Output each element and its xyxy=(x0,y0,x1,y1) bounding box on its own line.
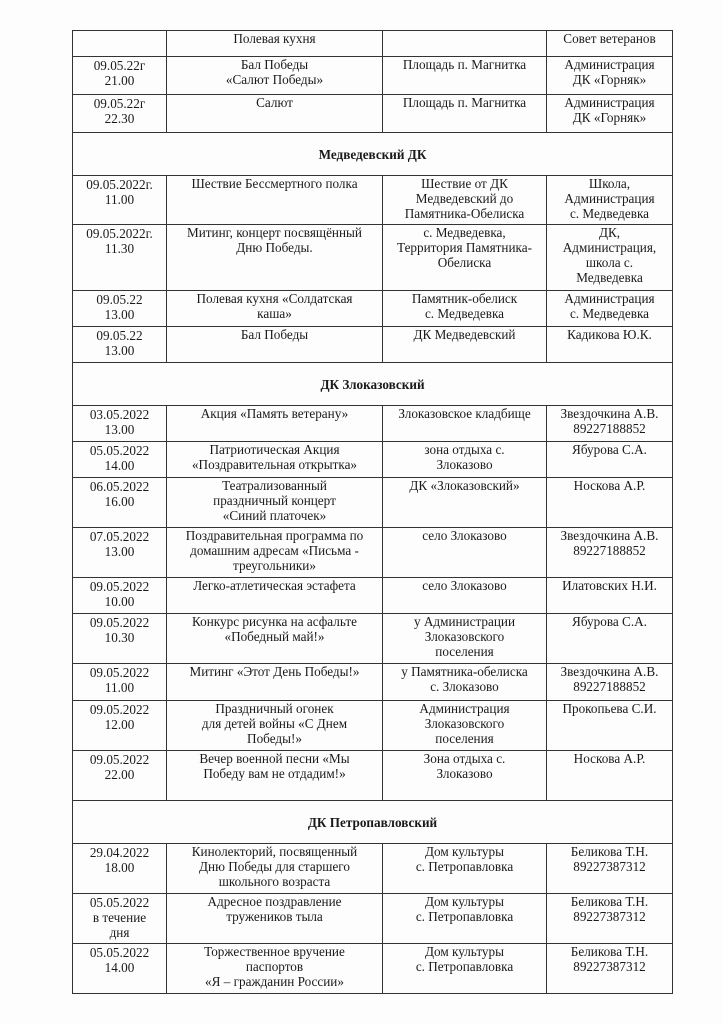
responsible-cell xyxy=(547,225,673,291)
cell-text-line: Поздравительная программа по xyxy=(185,528,364,543)
responsible-cell: Кадикова Ю.К. xyxy=(547,327,673,363)
place-cell: Площадь п. Магнитка xyxy=(383,95,547,133)
cell-text-line: дня xyxy=(109,925,130,940)
date-cell xyxy=(73,442,167,478)
responsible-cell: Ябурова С.А. xyxy=(547,442,673,478)
event-cell xyxy=(167,478,383,528)
cell-text-line: Обелиска xyxy=(437,255,492,270)
cell-text-line: Территория Памятника- xyxy=(397,240,532,255)
cell-text-line: с. Петропавловка xyxy=(415,909,514,924)
cell-text-line: Медведевский до xyxy=(415,191,514,206)
section-header-row xyxy=(73,801,673,844)
section-title: ДК Злоказовский xyxy=(73,363,673,406)
cell-text-line: Полевая кухня «Солдатская xyxy=(196,291,353,306)
cell-text-line: Конкурс рисунка на асфальте xyxy=(192,614,357,629)
event-cell xyxy=(167,528,383,578)
event-cell xyxy=(167,751,383,801)
cell-text-line: 06.05.2022 xyxy=(89,479,150,494)
cell-text-line: Зона отдыха с. xyxy=(423,751,506,766)
cell-text-line: 29.04.2022 xyxy=(89,845,150,860)
events-table-body xyxy=(73,31,673,994)
cell-text-line: 05.05.2022 xyxy=(89,945,150,960)
place-cell xyxy=(383,894,547,944)
date-cell xyxy=(73,578,167,614)
table-row xyxy=(73,478,673,528)
date-cell xyxy=(73,31,167,57)
place-cell xyxy=(383,291,547,327)
cell-text-line: Беликова Т.Н. xyxy=(570,844,649,859)
event-cell xyxy=(167,225,383,291)
date-cell xyxy=(73,528,167,578)
place-cell xyxy=(383,225,547,291)
place-cell xyxy=(383,701,547,751)
cell-text-line: Дом культуры xyxy=(425,944,504,959)
cell-text-line: 22.00 xyxy=(104,767,135,782)
cell-text-line: Театрализованный xyxy=(222,478,327,493)
cell-text-line: 11.00 xyxy=(104,192,135,207)
cell-text-line: паспортов xyxy=(245,959,304,974)
cell-text-line: 09.05.2022 xyxy=(89,702,150,717)
cell-text-line: с. Медведевка xyxy=(424,306,505,321)
place-cell: ДК «Злоказовский» xyxy=(383,478,547,528)
cell-text-line: Медведевка xyxy=(576,270,643,285)
cell-text-line: Шествие от ДК xyxy=(421,176,508,191)
table-row xyxy=(73,614,673,664)
date-cell xyxy=(73,844,167,894)
cell-text-line: с. Петропавловка xyxy=(415,859,514,874)
date-cell xyxy=(73,664,167,701)
cell-text-line: праздничный концерт xyxy=(213,493,336,508)
responsible-cell xyxy=(547,844,673,894)
cell-text-line: 07.05.2022 xyxy=(89,529,150,544)
date-cell xyxy=(73,176,167,225)
date-cell xyxy=(73,478,167,528)
table-row xyxy=(73,225,673,291)
cell-text-line: 89227188852 xyxy=(573,679,646,694)
place-cell xyxy=(383,944,547,994)
place-cell xyxy=(383,844,547,894)
cell-text-line: у Памятника-обелиска xyxy=(401,664,528,679)
event-cell: Акция «Память ветерану» xyxy=(167,406,383,442)
date-cell xyxy=(73,944,167,994)
cell-text-line: 21.00 xyxy=(104,73,135,88)
cell-text-line: треугольники» xyxy=(233,558,316,573)
cell-text-line: Злоказовского xyxy=(424,629,505,644)
cell-text-line: Митинг, концерт посвящённый xyxy=(187,225,362,240)
section-title: Медведевский ДК xyxy=(73,133,673,176)
table-row xyxy=(73,894,673,944)
event-cell: Бал Победы xyxy=(167,327,383,363)
cell-text-line: 09.05.2022г. xyxy=(86,177,153,192)
cell-text-line: Адресное поздравление xyxy=(207,894,342,909)
cell-text-line: 10.00 xyxy=(104,594,135,609)
date-cell xyxy=(73,57,167,95)
cell-text-line: 09.05.2022 xyxy=(89,579,150,594)
cell-text-line: «Поздравительная открытка» xyxy=(191,457,358,472)
cell-text-line: Школа, xyxy=(588,176,631,191)
place-cell xyxy=(383,442,547,478)
cell-text-line: в течение xyxy=(92,910,147,925)
events-table xyxy=(72,30,673,994)
cell-text-line: 89227188852 xyxy=(573,543,646,558)
cell-text-line: ДК «Горняк» xyxy=(572,110,647,125)
cell-text-line: Торжественное вручение xyxy=(204,944,345,959)
cell-text-line: Дом культуры xyxy=(425,894,504,909)
cell-text-line: для детей войны «С Днем xyxy=(201,716,348,731)
cell-text-line: с. Злоказово xyxy=(430,679,499,694)
cell-text-line: Дню Победы для старшего xyxy=(199,859,350,874)
cell-text-line: Администрация xyxy=(564,291,655,306)
date-cell xyxy=(73,225,167,291)
place-cell: Площадь п. Магнитка xyxy=(383,57,547,95)
table-row xyxy=(73,176,673,225)
event-cell: Салют xyxy=(167,95,383,133)
event-cell xyxy=(167,57,383,95)
cell-text-line: Звездочкина А.В. xyxy=(560,664,659,679)
event-cell: Шествие Бессмертного полка xyxy=(167,176,383,225)
cell-text-line: Злоказовского xyxy=(424,716,505,731)
place-cell: село Злоказово xyxy=(383,578,547,614)
date-cell xyxy=(73,894,167,944)
place-cell xyxy=(383,176,547,225)
table-row xyxy=(73,95,673,133)
cell-text-line: 05.05.2022 xyxy=(89,443,150,458)
cell-text-line: Беликова Т.Н. xyxy=(570,894,649,909)
place-cell xyxy=(383,751,547,801)
responsible-cell xyxy=(547,894,673,944)
cell-text-line: 05.05.2022 xyxy=(89,895,150,910)
place-cell: ДК Медведевский xyxy=(383,327,547,363)
event-cell xyxy=(167,944,383,994)
cell-text-line: 89227188852 xyxy=(573,421,646,436)
event-cell: Полевая кухня xyxy=(167,31,383,57)
table-row xyxy=(73,578,673,614)
cell-text-line: Администрация, xyxy=(562,240,657,255)
cell-text-line: 89227387312 xyxy=(573,909,646,924)
cell-text-line: Памятник-обелиск xyxy=(411,291,518,306)
responsible-cell: Носкова А.Р. xyxy=(547,478,673,528)
cell-text-line: у Администрации xyxy=(413,614,516,629)
cell-text-line: Кинолекторий, посвященный xyxy=(191,844,358,859)
responsible-cell xyxy=(547,291,673,327)
cell-text-line: 18.00 xyxy=(104,860,135,875)
cell-text-line: Беликова Т.Н. xyxy=(570,944,649,959)
table-row xyxy=(73,57,673,95)
cell-text-line: 09.05.2022 xyxy=(89,615,150,630)
responsible-cell xyxy=(547,57,673,95)
responsible-cell xyxy=(547,528,673,578)
cell-text-line: 09.05.22 xyxy=(96,328,143,343)
responsible-cell xyxy=(547,406,673,442)
table-row xyxy=(73,944,673,994)
date-cell xyxy=(73,406,167,442)
cell-text-line: 09.05.22 xyxy=(96,292,143,307)
place-cell: Злоказовское кладбище xyxy=(383,406,547,442)
cell-text-line: Памятника-Обелиска xyxy=(404,206,525,221)
table-row xyxy=(73,442,673,478)
cell-text-line: школа с. xyxy=(585,255,634,270)
event-cell xyxy=(167,442,383,478)
place-cell xyxy=(383,614,547,664)
responsible-cell: Ябурова С.А. xyxy=(547,614,673,664)
section-title: ДК Петропавловский xyxy=(73,801,673,844)
responsible-cell xyxy=(547,944,673,994)
cell-text-line: «Синий платочек» xyxy=(222,508,327,523)
table-row xyxy=(73,701,673,751)
event-cell xyxy=(167,701,383,751)
table-row xyxy=(73,327,673,363)
cell-text-line: тружеников тыла xyxy=(226,909,323,924)
cell-text-line: зона отдыха с. xyxy=(424,442,505,457)
cell-text-line: Администрация xyxy=(419,701,510,716)
cell-text-line: с. Петропавловка xyxy=(415,959,514,974)
cell-text-line: Злоказово xyxy=(436,766,493,781)
cell-text-line: ДК «Горняк» xyxy=(572,72,647,87)
cell-text-line: 11.30 xyxy=(104,241,135,256)
event-cell: Митинг «Этот День Победы!» xyxy=(167,664,383,701)
cell-text-line: ДК, xyxy=(598,225,621,240)
cell-text-line: с. Медведевка xyxy=(569,206,650,221)
responsible-cell xyxy=(547,664,673,701)
cell-text-line: Вечер военной песни «Мы xyxy=(199,751,350,766)
event-cell xyxy=(167,291,383,327)
cell-text-line: 12.00 xyxy=(104,717,135,732)
cell-text-line: Патриотическая Акция xyxy=(209,442,340,457)
cell-text-line: Звездочкина А.В. xyxy=(560,406,659,421)
event-cell xyxy=(167,614,383,664)
table-row xyxy=(73,528,673,578)
cell-text-line: 11.00 xyxy=(104,680,135,695)
table-row xyxy=(73,406,673,442)
cell-text-line: Дом культуры xyxy=(425,844,504,859)
table-row xyxy=(73,31,673,57)
responsible-cell xyxy=(547,176,673,225)
cell-text-line: Победы!» xyxy=(247,731,302,746)
responsible-cell: Илатовских Н.И. xyxy=(547,578,673,614)
cell-text-line: 89227387312 xyxy=(573,859,646,874)
responsible-cell: Носкова А.Р. xyxy=(547,751,673,801)
cell-text-line: Администрация xyxy=(564,95,655,110)
cell-text-line: 09.05.2022 xyxy=(89,752,150,767)
cell-text-line: 13.00 xyxy=(104,544,135,559)
date-cell xyxy=(73,95,167,133)
date-cell xyxy=(73,701,167,751)
place-cell xyxy=(383,664,547,701)
table-row xyxy=(73,664,673,701)
cell-text-line: Победу вам не отдадим!» xyxy=(203,766,346,781)
cell-text-line: 22.30 xyxy=(104,111,135,126)
section-header-row xyxy=(73,363,673,406)
responsible-cell: Совет ветеранов xyxy=(547,31,673,57)
cell-text-line: поселения xyxy=(435,731,494,746)
cell-text-line: 14.00 xyxy=(104,960,135,975)
cell-text-line: поселения xyxy=(435,644,494,659)
cell-text-line: Злоказово xyxy=(436,457,493,472)
date-cell xyxy=(73,614,167,664)
cell-text-line: 09.05.22г xyxy=(93,96,146,111)
cell-text-line: 13.00 xyxy=(104,422,135,437)
cell-text-line: 10.30 xyxy=(104,630,135,645)
cell-text-line: 89227387312 xyxy=(573,959,646,974)
table-row xyxy=(73,844,673,894)
section-header-row xyxy=(73,133,673,176)
cell-text-line: 14.00 xyxy=(104,458,135,473)
date-cell xyxy=(73,291,167,327)
event-cell xyxy=(167,894,383,944)
place-cell: село Злоказово xyxy=(383,528,547,578)
cell-text-line: 13.00 xyxy=(104,307,135,322)
responsible-cell: Прокопьева С.И. xyxy=(547,701,673,751)
cell-text-line: домашним адресам «Письма - xyxy=(190,543,359,558)
cell-text-line: Администрация xyxy=(564,57,655,72)
cell-text-line: «Я – гражданин России» xyxy=(205,974,344,989)
cell-text-line: 09.05.22г xyxy=(93,58,146,73)
date-cell xyxy=(73,751,167,801)
responsible-cell xyxy=(547,95,673,133)
cell-text-line: 13.00 xyxy=(104,343,135,358)
cell-text-line: 16.00 xyxy=(104,494,135,509)
cell-text-line: с. Медведевка xyxy=(569,306,650,321)
cell-text-line: Бал Победы xyxy=(240,57,309,72)
cell-text-line: Дню Победы. xyxy=(236,240,313,255)
cell-text-line: с. Медведевка, xyxy=(423,225,506,240)
event-cell: Легко-атлетическая эстафета xyxy=(167,578,383,614)
cell-text-line: Праздничный огонек xyxy=(215,701,334,716)
cell-text-line: Звездочкина А.В. xyxy=(560,528,659,543)
cell-text-line: школьного возраста xyxy=(218,874,331,889)
cell-text-line: 09.05.2022г. xyxy=(86,226,153,241)
cell-text-line: «Салют Победы» xyxy=(225,72,324,87)
cell-text-line: 03.05.2022 xyxy=(89,407,150,422)
cell-text-line: Администрация xyxy=(564,191,655,206)
table-row xyxy=(73,291,673,327)
event-cell xyxy=(167,844,383,894)
date-cell xyxy=(73,327,167,363)
cell-text-line: каша» xyxy=(257,306,292,321)
place-cell xyxy=(383,31,547,57)
cell-text-line: «Победный май!» xyxy=(224,629,325,644)
table-row xyxy=(73,751,673,801)
cell-text-line: 09.05.2022 xyxy=(89,665,150,680)
